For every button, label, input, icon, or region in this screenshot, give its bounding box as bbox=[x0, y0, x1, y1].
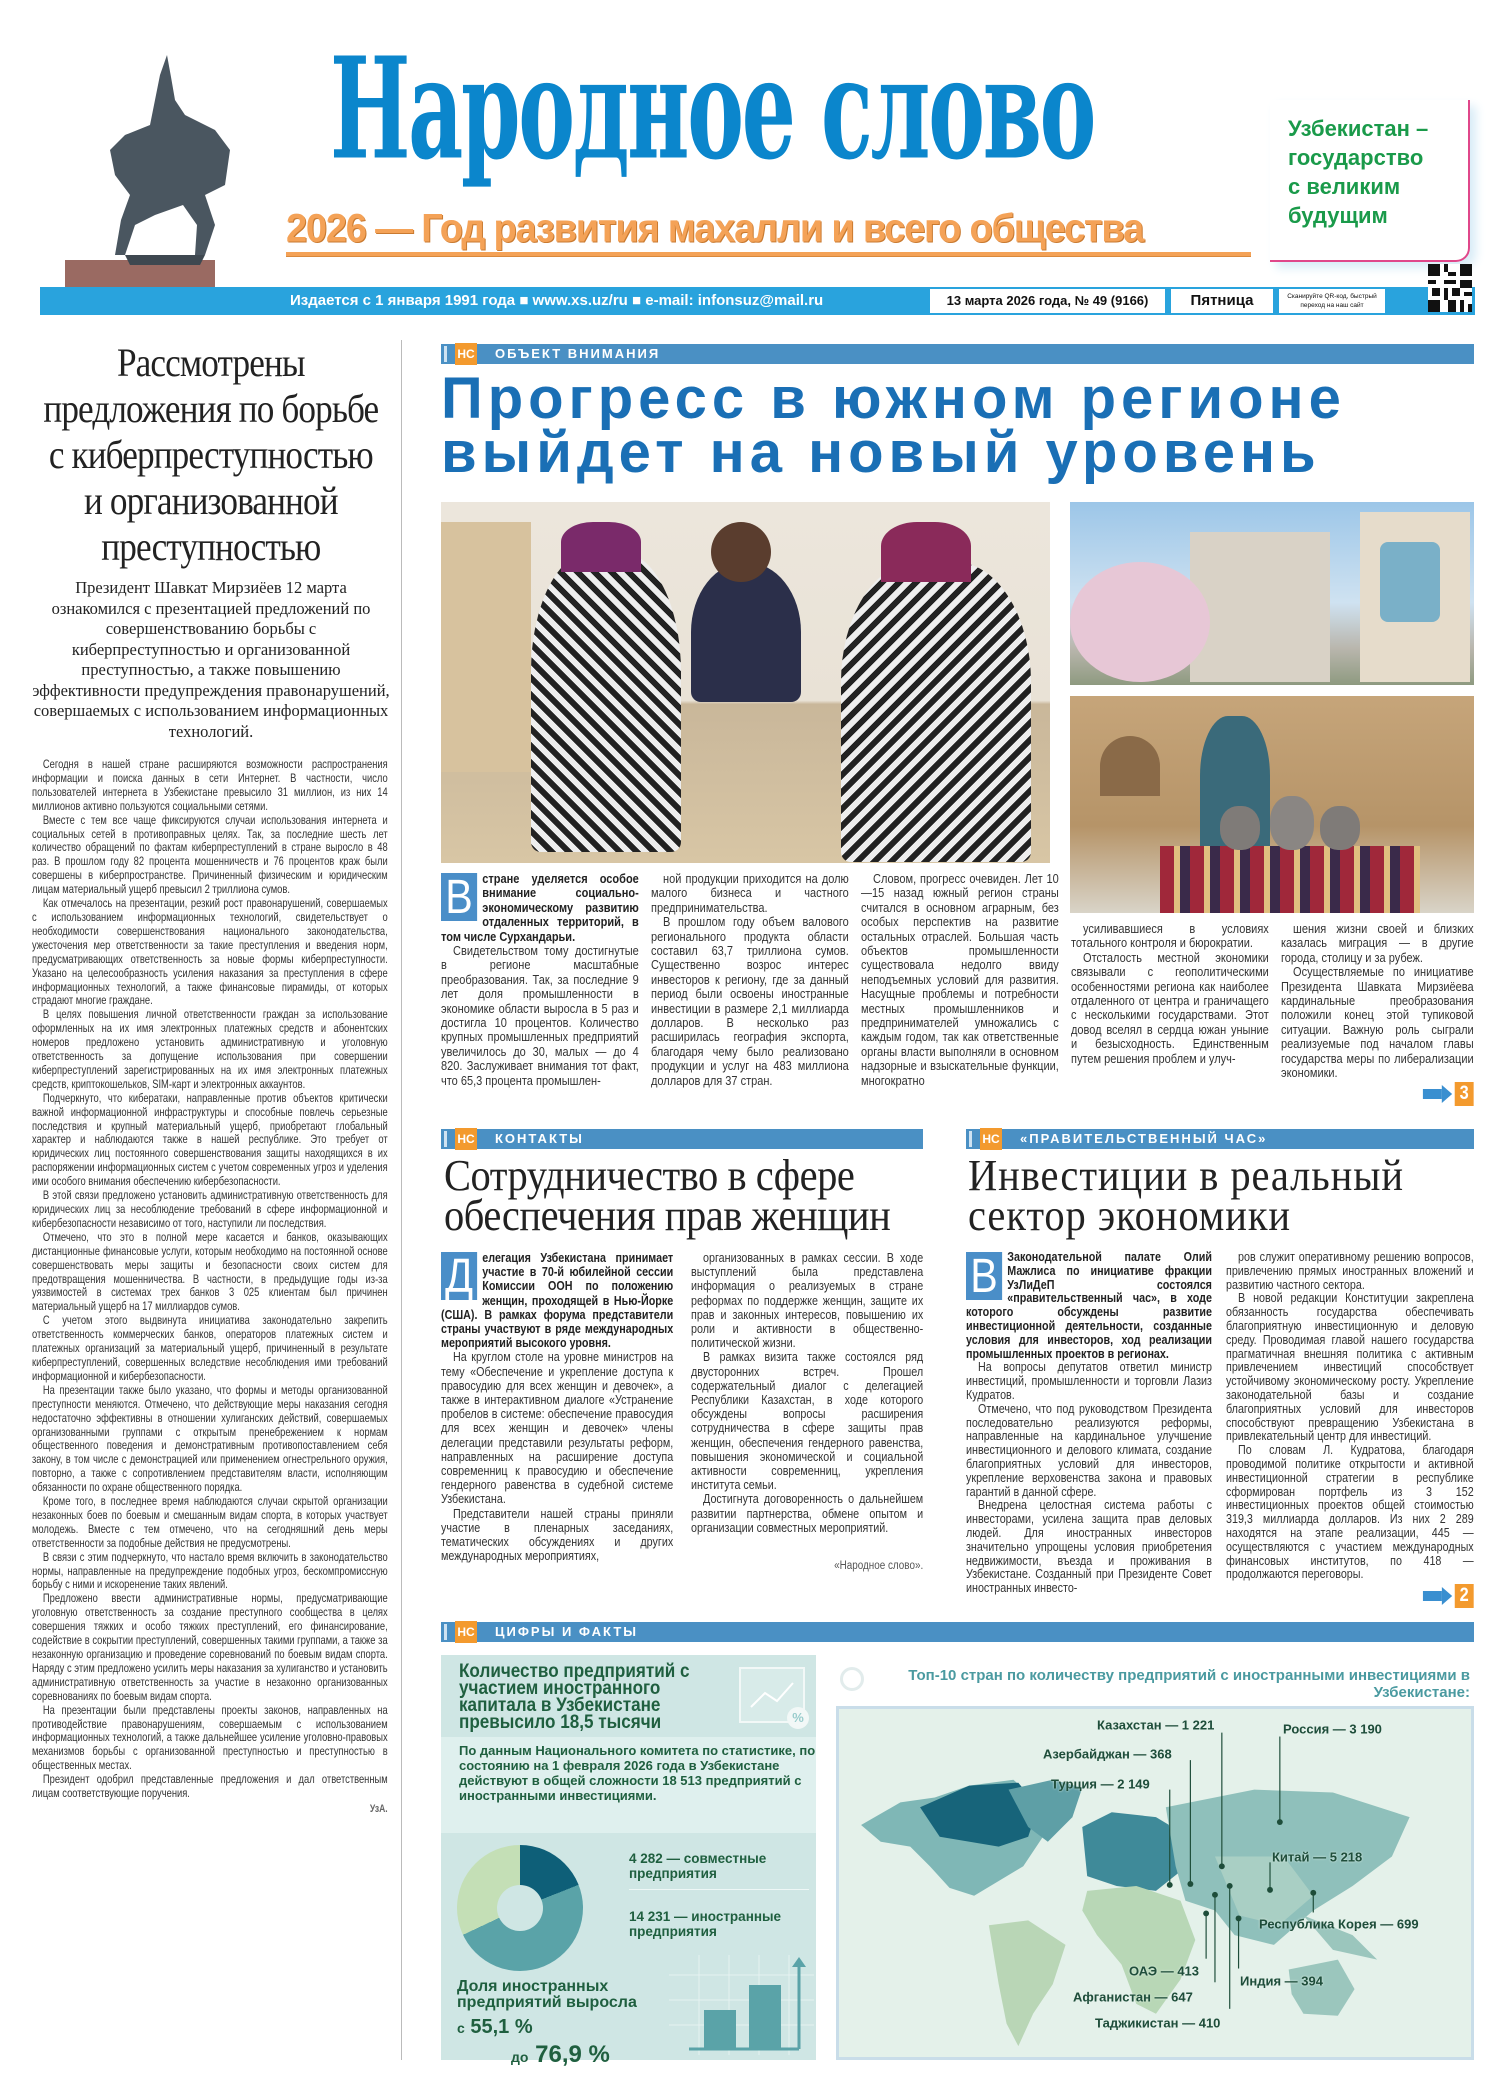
invest-article-col-2 bbox=[1226, 1251, 1474, 1608]
slogan-line: государство bbox=[1288, 145, 1424, 170]
paragraph: Внедрена целостная система работы с инвесторами, усилена защита прав деловых людей. Для иностранных инвесторов значительно упрощены условия приобретения недвижимости, въезда и проживания в Узбекистане. Созданный при Президенте Совет иностранных инвесто- bbox=[966, 1498, 1212, 1596]
paragraph: Вместе с тем все чаще фиксируются случаи использования интернета и социальных сетей в противоправных целях. Так, за последние шесть лет количество обращений по фактам киберпреступлений в стране выросло в 48 раз. В прошлом году 82 процента мошенничеств и 76 процентов краж были совершены в киберпространстве. Причиненный физическим и юридическим лицам материальный ущерб превысил 2 триллиона сумов. bbox=[32, 812, 388, 897]
section-bar-contacts bbox=[441, 1129, 923, 1149]
page-number: 2 bbox=[1455, 1584, 1474, 1608]
section-title: ЦИФРЫ И ФАКТЫ bbox=[495, 1624, 638, 1639]
section-badge: НС bbox=[455, 343, 477, 365]
paragraph: Подчеркнуто, что кибератаки, направленные против объектов критически важной информационной инфраструктуры и способные повлечь серьезные последствия и крупный материальный ущерб, приобретают глобальный характер и наблюдаются также в нашей республике. Это требует от юридических лиц постоянного совершенствования защиты находящихся в их распоряжении информационных систем с учетом современных угроз и уделения ими особого внимания обеспечению кибербезопасности. bbox=[32, 1090, 388, 1189]
slogan-line: будущим bbox=[1288, 203, 1388, 228]
slogan-line: с великим bbox=[1288, 174, 1401, 199]
paragraph: В целях повышения личной ответственности граждан за использование оформленных на их имя электронных платежных средств и абонентских номеров предложено установить административную и уголовную ответственность за допущение использования при совершении киберпреступлений зарегистрированных на их имя электронных платежных средств, криптокошельков, SIM-карт и электронных аккаунтов. bbox=[32, 1007, 388, 1091]
main-article-col-2 bbox=[651, 872, 849, 1088]
paragraph: усиливавшиеся в условиях тотального контроля и бюрократии. bbox=[1071, 921, 1269, 951]
share-to bbox=[511, 2041, 610, 2071]
world-map bbox=[836, 1706, 1474, 2060]
bar-growth-icon bbox=[669, 1955, 814, 2055]
masthead-info-bar bbox=[40, 287, 1475, 315]
map-label-kazakhstan: Казахстан — 1 221 bbox=[1097, 1717, 1215, 1733]
paragraph: Отмечено, что это в полной мере касается и банков, оказывающих дистанционные финансовые услуги, которым необходимо на постоянной основе совершенствовать меры защиты и безопасности своих систем для предотвращения мошенничества. В частности, в предыдущие годы из-за уязвимостей в системах трех банков 3 025 клиентам был причинен материальный ущерб на 17 миллиардов сумов. bbox=[32, 1229, 388, 1314]
section-bar-object bbox=[441, 344, 1474, 364]
percent-icon: % bbox=[787, 1707, 809, 1729]
paragraph: В рамках визита также состоялся ряд двусторонних встреч. Прошел содержательный диалог с делегацией Республики Казахстан, в ходе которого обсуждены вопросы расширения сотрудничества в сфере защиты прав женщин, обеспечения гендерного равенства, повышения экономической и социальной активности современниц, укрепления института семьи. bbox=[691, 1350, 924, 1493]
map-label-russia: Россия — 3 190 bbox=[1283, 1721, 1382, 1737]
headline-line: Инвестиции в реальный bbox=[968, 1151, 1404, 1200]
lead-text: елегация Узбекистана принимает участие в 70-й юбилейной сессии Комиссии ООН по положению женщин, проходящей в Нью-Йорке (США). В рамках форума представители страны участвуют в ряде международных мероприятий высокого уровня. bbox=[441, 1251, 674, 1351]
map-label-uae: ОАЭ — 413 bbox=[1129, 1963, 1200, 1979]
main-article-col-3 bbox=[861, 872, 1059, 1088]
photo-city-building bbox=[1070, 502, 1474, 685]
section-badge: НС bbox=[455, 1128, 477, 1150]
map-label-korea: Республика Корея — 699 bbox=[1259, 1916, 1419, 1932]
left-article-body bbox=[32, 758, 388, 1817]
qr-hint: Сканируйте QR-код, быстрый переход на наш сайт bbox=[1279, 289, 1385, 313]
main-article-col-5 bbox=[1281, 922, 1474, 1106]
main-headline bbox=[441, 366, 1481, 485]
headline-line: и организованной bbox=[83, 478, 338, 523]
paragraph: шения жизни своей и близких казалась миграция — в другие города, столицу и за рубеж. bbox=[1281, 921, 1474, 965]
paragraph: Представители нашей страны приняли участие в пленарных заседаниях, тематических обсуждениях и других международных мероприятиях, bbox=[441, 1506, 674, 1564]
year-motto: 2026 — Год развития махалли и всего общества bbox=[286, 206, 1144, 252]
paragraph: По словам Л. Кудратова, благодаря проводимой политике открытости и активной инвестиционной стратегии в республике сформирован портфель из 3 152 инвестиционных проектов общей стоимостью 319,3 миллиарда долларов. Из них 2 289 находятся на этапе реализации, 445 — осуществляются с участием международных финансовых институтов, по 418 — продолжаются переговоры. bbox=[1226, 1443, 1474, 1582]
section-bar-facts bbox=[441, 1622, 1474, 1642]
map-label-tajikistan: Таджикистан — 410 bbox=[1095, 2015, 1221, 2031]
article-source: «Народное слово». bbox=[834, 1560, 924, 1573]
map-label-china: Китай — 5 218 bbox=[1272, 1849, 1363, 1865]
article-source: УзА. bbox=[369, 1802, 388, 1815]
paragraph: На круглом столе на уровне министров на тему «Обеспечение и укрепление доступа к правосудию для всех женщин и девочек», а также в интерактивном диалоге «Устранение пробелов в системе: обеспечение правосудия для всех женщин и девочек» члены делегации представили результаты реформ, направленных на расширение доступа современниц к правосудию и обеспечение гендерного равенства в судебной системе Узбекистана. bbox=[441, 1350, 674, 1507]
monument-logo bbox=[55, 55, 295, 305]
infographic-logo-icon bbox=[840, 1667, 864, 1691]
paragraph: Президент одобрил представленные предложения и дал ответственным лицам соответствующие поручения. bbox=[32, 1772, 388, 1801]
paragraph: Осуществляемые по инициативе Президента Шавката Мирзиёева кардинальные преобразования положили конец этой тупиковой ситуации. Важную роль сыграли реализуемые под началом главы государства меры по либерализации экономики. bbox=[1281, 964, 1474, 1081]
section-badge: НС bbox=[980, 1128, 1002, 1150]
continued-page-link[interactable] bbox=[1281, 1082, 1474, 1106]
women-article-col-1 bbox=[441, 1251, 673, 1563]
article-lead bbox=[441, 1251, 673, 1350]
drop-cap: В bbox=[441, 873, 477, 921]
left-article-headline bbox=[30, 340, 392, 570]
newspaper-title: Народное слово bbox=[330, 27, 1095, 192]
column-text bbox=[1226, 1251, 1474, 1582]
column-text bbox=[1281, 922, 1474, 1080]
headline-line: Сотрудничество в сфере bbox=[444, 1151, 855, 1200]
headline-line: Рассмотрены bbox=[116, 340, 305, 385]
section-bar-government-hour bbox=[966, 1129, 1474, 1149]
share-label: Доля иностранных предприятий выросла bbox=[457, 1978, 637, 2011]
invest-article-col-1 bbox=[966, 1251, 1212, 1596]
column-text bbox=[32, 758, 388, 1801]
article-lead bbox=[441, 872, 639, 944]
weekday: Пятница bbox=[1171, 289, 1273, 313]
foreign-enterprises: 14 231 — иностранные предприятия bbox=[629, 1909, 782, 1939]
infographic-enterprises bbox=[441, 1655, 816, 2068]
photo-pottery-craftsman bbox=[1070, 696, 1474, 913]
section-title: ОБЪЕКТ ВНИМАНИЯ bbox=[495, 346, 661, 361]
headline-line: предложения по борьбе bbox=[43, 386, 379, 431]
infographic-summary: По данным Национального комитета по статистике, по состоянию на 1 февраля 2026 года в Узбекистане действуют в общей сложности 18 513 предприятий с иностранными инвестициями. bbox=[441, 1737, 816, 1833]
map-label-turkey: Турция — 2 149 bbox=[1051, 1776, 1150, 1792]
drop-cap: Д bbox=[441, 1252, 477, 1300]
paragraph: организованных в рамках сессии. В ходе выступлений была представлена информация о реализуемых в стране реформах по поддержке женщин, защите их прав и законных интересов, повышению их роли и активности в общественно-политической жизни. bbox=[691, 1251, 924, 1351]
map-label-india: Индия — 394 bbox=[1240, 1973, 1323, 1989]
column-text bbox=[966, 1361, 1212, 1596]
paragraph: В прошлом году объем валового регионального продукта области составил 63,7 триллиона сумов. Существенно возрос интерес инвесторов к региону, где за данный период были освоены иностранные инвестиции в размере 2,1 миллиарда долларов. В несколько раз расширилась география экспорта, благодаря чему было реализовано продукции и услуг на 483 миллиона долларов для 37 стран. bbox=[651, 914, 849, 1088]
main-article-col-1 bbox=[441, 872, 639, 1088]
headline-line: преступностью bbox=[101, 524, 321, 569]
headline-line: сектор экономики bbox=[968, 1191, 1292, 1240]
map-label-afghanistan: Афганистан — 647 bbox=[1073, 1989, 1193, 2005]
paragraph: Отмечено, что под руководством Президента последовательно реализуются реформы, направленные на кардинальное улучшение инвестиционного и делового климата, создание благоприятных условий для инвесторов, укрепление верховенства закона и правовых гарантий в данной сфере. bbox=[966, 1401, 1212, 1499]
joint-enterprises: 4 282 — совместные предприятия bbox=[629, 1851, 809, 1890]
column-text bbox=[441, 944, 639, 1088]
invest-article-headline bbox=[968, 1151, 1474, 1240]
map-label-azerbaijan: Азербайджан — 368 bbox=[1043, 1746, 1172, 1762]
paragraph: На вопросы депутатов ответил министр инвестиций, промышленности и торговли Лазиз Кудратов. bbox=[966, 1360, 1212, 1402]
column-divider bbox=[401, 340, 402, 2060]
paragraph: Кроме того, в последнее время наблюдаются случаи скрытой организации незаконных боев по боевым и смешанным видам спорта, в которых участвует молодежь. Вместе с тем отмечено, что на сегодняшний день меры ответственности за подобные действия не предусмотрены. bbox=[32, 1494, 388, 1550]
value: 76,9 % bbox=[535, 2041, 610, 2068]
paragraph: Достигнута договоренность о дальнейшем развитии партнерства, обмене опытом и организации совместных мероприятий. bbox=[691, 1492, 924, 1535]
prefix: с bbox=[457, 2020, 465, 2036]
share-from bbox=[457, 2015, 533, 2040]
slogan-box bbox=[1270, 100, 1470, 262]
paragraph: ной продукции приходится на долю малого бизнеса и частного предпринимательства. bbox=[651, 871, 849, 915]
headline-line: выйдет на новый уровень bbox=[441, 420, 1321, 485]
left-article-lead: Президент Шавкат Мирзиёев 12 марта ознакомился с презентацией предложений по совершенствованию борьбы с киберпреступностью и организованной преступностью, а также повышению эффективности предупреждения правонарушений, совершаемых с использованием информационных технологий. bbox=[32, 578, 390, 741]
column-text bbox=[691, 1251, 923, 1535]
paragraph: В связи с этим подчеркнуто, что настало время включить в законодательство нормы, направленные на предупреждение подобных угроз, бескомпромиссную борьбу с ними и искоренение таких явлений. bbox=[32, 1549, 388, 1592]
paragraph: Сегодня в нашей стране расширяются возможности распространения информации и поиска данных в сети Интернет. В частности, число пользователей интернета в Узбекистане превысило 31 миллион, из них 14 миллионов активно пользуются социальными сетями. bbox=[32, 757, 388, 813]
paragraph: В этой связи предложено установить административную ответственность для юридических лиц за несоблюдение требований в сфере информационной и кибербезопасности независимо от того, наступили ли последствия. bbox=[32, 1188, 388, 1230]
chart-percent-icon bbox=[739, 1667, 805, 1723]
map-title: Топ-10 стран по количеству предприятий с иностранными инвестициями в Узбекистане: bbox=[908, 1667, 1470, 1701]
women-article-col-2 bbox=[691, 1251, 923, 1573]
photo-children-classroom bbox=[441, 502, 1050, 863]
publication-info: Издается с 1 января 1991 года ■ www.xs.uz/ru ■ e-mail: infonsuz@mail.ru bbox=[290, 292, 824, 309]
headline-line: с киберпреступностью bbox=[48, 432, 373, 477]
value: 55,1 % bbox=[470, 2016, 533, 2038]
issue-date: 13 марта 2026 года, № 49 (9166) bbox=[930, 289, 1165, 313]
section-title: «ПРАВИТЕЛЬСТВЕННЫЙ ЧАС» bbox=[1020, 1131, 1268, 1146]
paragraph: Свидетельством тому достигнутые в регионе масштабные преобразования. Так, за последние 9 лет доля промышленности в экономике области выросла в 5 раз и достигла 10 процентов. Количество крупных промышленных предприятий увеличилось до 30, малых — до 4 820. Заслуживает внимания тот факт, что 65,3 процента промышлен- bbox=[441, 943, 639, 1088]
section-badge: НС bbox=[455, 1621, 477, 1643]
motto-underline bbox=[286, 252, 1251, 257]
paragraph: Словом, прогресс очевиден. Лет 10—15 назад южный регион страны считался в основном аграрным, без особых перспектив на развитие остальных отраслей. Большая часть объектов промышленности существовала недолго ввиду неподъемных условий для развития. Насущные проблемы и потребности местных промышленников и предпринимателей умножались с каждым годом, так как ответственные органы власти выполняли в основном надзорные и взыскательные функции, многократно bbox=[861, 871, 1059, 1088]
lead-text: стране уделяется особое внимание социально-экономическому развитию отдаленных территорий, в том числе Сурхандарьи. bbox=[441, 871, 639, 944]
women-article-headline bbox=[444, 1151, 922, 1240]
paragraph: С учетом этого выдвинута инициатива законодательно закрепить ответственность коммерческих банков, операторов платежных систем и платежных организаций за материальный ущерб, причиненный в результате киберпреступлений, совершенных вследствие несоблюдения ими требований информационной и кибербезопасности. bbox=[32, 1313, 388, 1383]
headline-line: Прогресс в южном регионе bbox=[441, 366, 1346, 431]
main-article-col-4 bbox=[1071, 922, 1269, 1066]
arrow-right-icon bbox=[1423, 1584, 1474, 1608]
section-title: КОНТАКТЫ bbox=[495, 1131, 584, 1146]
slogan-line: Узбекистан – bbox=[1288, 116, 1429, 141]
headline-line: обеспечения прав женщин bbox=[444, 1191, 891, 1240]
page-number: 3 bbox=[1455, 1082, 1474, 1106]
continued-page-link[interactable] bbox=[1226, 1584, 1474, 1608]
paragraph: На презентации также было указано, что формы и методы организованной преступности меняются. Отмечено, что действующие меры наказания сегодня недостаточно эффективны в отношении хулиганских действий, совершаемых организованными группами с открытым пренебрежением к нормам общественного поведения и демонстративным противопоставлением себя закону, в том числе с демонстрацией или применением огнестрельного оружия, повторно, а также с сопротивлением представителям власти, исполняющим обязанности по охране общественного порядка. bbox=[32, 1382, 388, 1495]
article-lead bbox=[966, 1251, 1212, 1361]
paragraph: На презентации были представлены проекты законов, направленных на противодействие правонарушениям, совершаемым с использованием информационных технологий, а также дальнейшее усиление уголовно-правовых механизмов борьбы с организованной преступностью и преступностью в общественных местах. bbox=[32, 1702, 388, 1773]
donut-chart bbox=[457, 1845, 583, 1971]
paragraph: Предложено ввести административные нормы, предусматривающие уголовную ответственность за создание преступного сообщества в целях совершения тяжких и особо тяжких преступлений, его финансирование, содействие в сокрытии преступлений, совершенных такими группами, а также за незаконную организацию и проведение соревнований по боевым видам спорта. Наряду с этим предложено усилить меры наказания за хулиганство и установить административную ответственность за участие в незаконно организованных соревнованиях по боевым видам спорта. bbox=[32, 1591, 388, 1703]
drop-cap: В bbox=[966, 1252, 1002, 1300]
arrow-right-icon bbox=[1423, 1082, 1474, 1106]
prefix: до bbox=[511, 2049, 529, 2065]
qr-code-icon[interactable] bbox=[1428, 264, 1472, 312]
infographic-title: Количество предприятий с участием иностранного капитала в Узбекистане превысило 18,5 тысячи bbox=[459, 1661, 690, 1733]
lead-text: Законодательной палате Олий Мажлиса по инициативе фракции УзЛиДеП состоялся «правительственный час», в ходе которого обсуждены развитие инвестиционной деятельности, созданные условия для инвесторов, ход реализации промышленных проектов в регионах. bbox=[966, 1250, 1212, 1361]
paragraph: Как отмечалось на презентации, резкий рост правонарушений, совершаемых с использованием информационных технологий, свидетельствует о необходимости совершенствования национального законодательства, ужесточения мер ответственности за такие преступления и введения норм, предусматривающих ответственность за новые формы киберпреступности. Указано на целесообразность усиления наказания за преступления в сфере информационных технологий, а также финансовые пирамиды, от которых страдают многие граждане. bbox=[32, 896, 388, 1008]
paragraph: Отсталость местной экономики связывали с геополитическими особенностями региона как наиболее отдаленного от центра и граничащего с несколькими государствами. Этот довод вселял в сердца южан уныние и безысходность. Единственным путем решения проблем и улуч- bbox=[1071, 949, 1269, 1066]
paragraph: В новой редакции Конституции закреплена обязанность государства обеспечивать благоприятную инвестиционную и деловую среду. Проводимая главой нашего государства прагматичная внешняя политика с активным привлечением инвестиций способствует устойчивому экономическому росту. Укрепление законодательной базы и создание благоприятных условий для инвесторов способствуют превращению Узбекистана в привлекательный центр для инвестиций. bbox=[1226, 1291, 1474, 1444]
paragraph: ров служит оперативному решению вопросов, привлечению прямых иностранных вложений и развитию частного сектора. bbox=[1226, 1250, 1474, 1292]
column-text bbox=[441, 1350, 673, 1563]
